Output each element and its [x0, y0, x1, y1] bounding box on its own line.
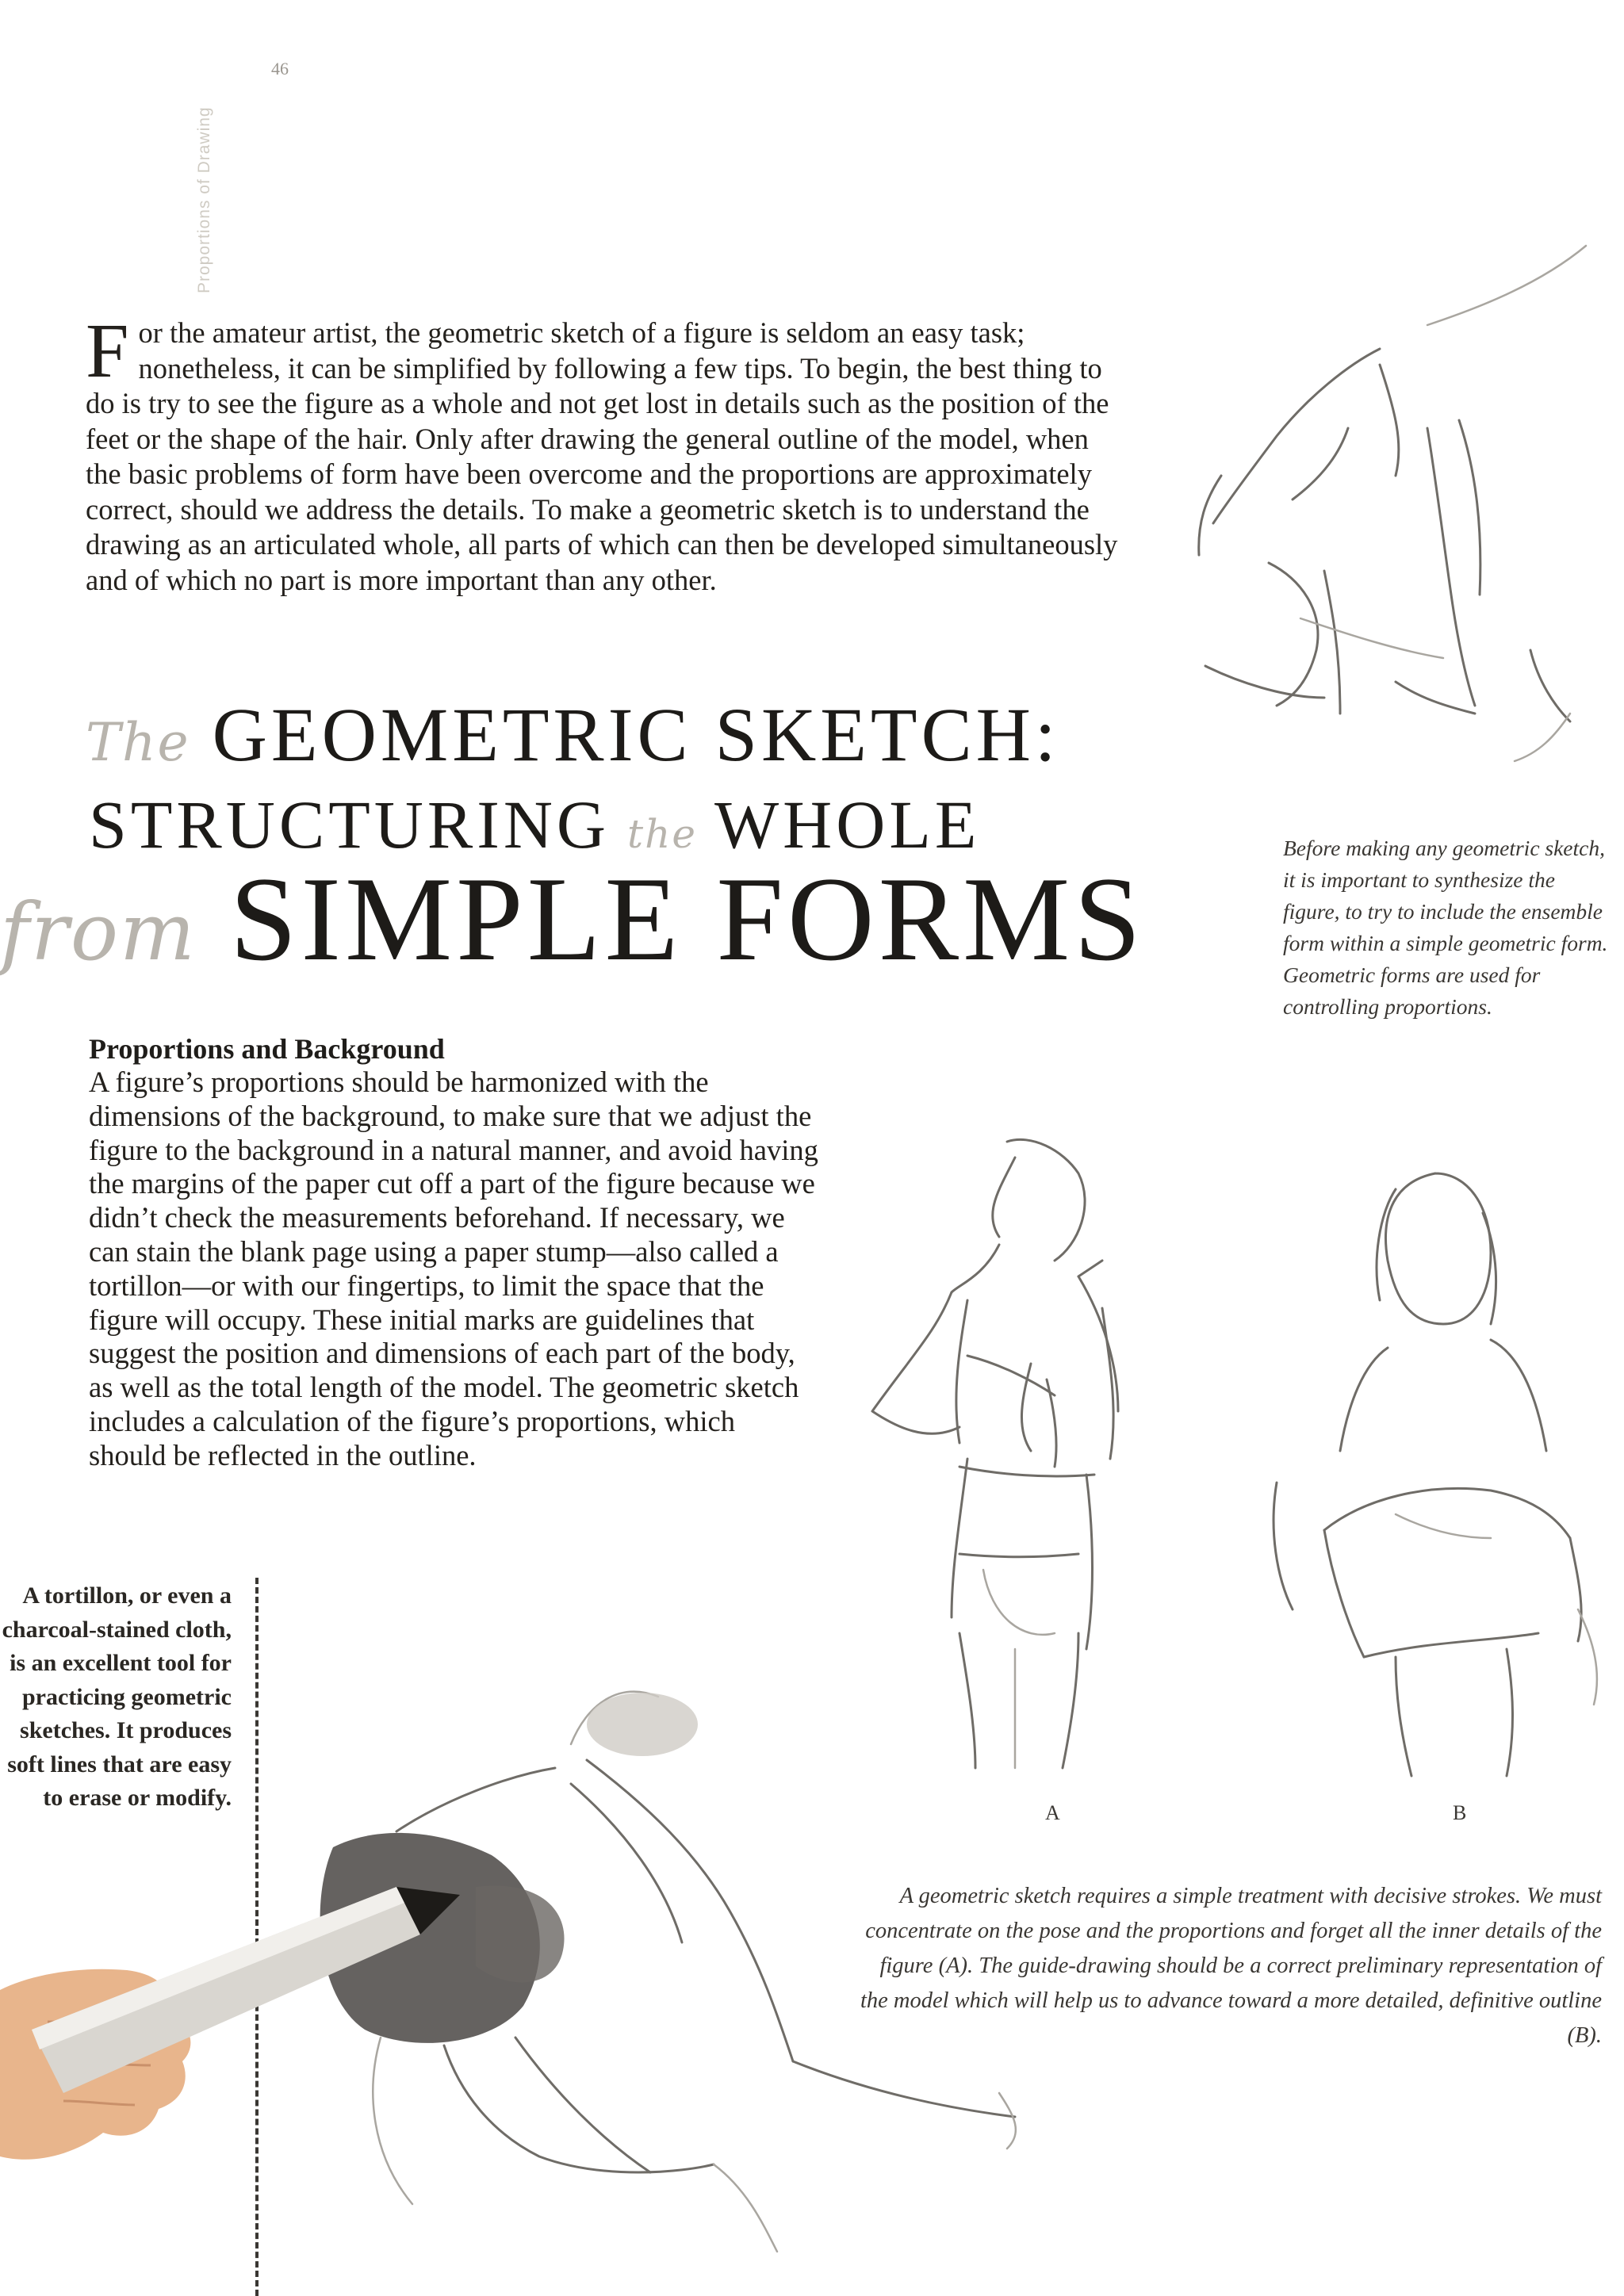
title-script-from: from	[0, 886, 197, 978]
title-line-3	[0, 851, 1145, 1000]
intro-paragraph	[86, 308, 1124, 598]
title-script-the-2: the	[627, 811, 697, 857]
bending-figure-sketch	[1142, 238, 1618, 777]
drop-cap: F	[86, 308, 129, 394]
title-caps-geometric-sketch: GEOMETRIC SKETCH:	[212, 692, 1060, 777]
section-body: A figure’s proportions should be harmonized with the dimensions of the background, to make sure that we adjust the figure to the background in a natural manner, and avoid having the margins of the paper cut off a part of the figure because we didn’t check the measurements beforehand. If necessary, we can stain the blank page using a paper stump—also called a tortillon—or with our fingertips, to limit the space that the figure will occupy. These initial marks are guidelines that suggest the position and dimensions of each part of the body, as well as the total length of the model. The geometric sketch includes a calculation of the figure’s proportions, which should be reflected in the outline.	[89, 1066, 818, 1471]
figure-sketch-b	[1253, 1165, 1618, 1784]
intro-text: or the amateur artist, the geometric sketch of a figure is seldom an easy task; nonetheless, it can be simplified by following a few tips. To begin, the best thing to do is try to see the figure as a whole and not get lost in details such as the position of the feet or the shape of the hair. Only after drawing the general outline of the model, when the basic problems of form have been overcome and the proportions are approximately correct, should we address the details. To make a geometric sketch is to understand the drawing as an articulated whole, all parts of which can then be developed simultaneously and of which no part is more important than any other.	[86, 316, 1118, 596]
tool-caption: A tortillon, or even a charcoal-stained cloth, is an excellent tool for practicing geometric sketches. It produces soft lines that are easy to erase or modify.	[2, 1582, 232, 1811]
title-caps-structuring: STRUCTURING	[89, 786, 611, 863]
title-caps-simple-forms: SIMPLE FORMS	[229, 852, 1145, 985]
title-script-the: The	[86, 712, 190, 773]
title-caps-whole: WHOLE	[714, 786, 981, 863]
running-head: Proportions of Drawing	[195, 106, 213, 293]
side-note: Before making any geometric sketch, it is important to synthesize the figure, to try to include the ensemble form within a simple geometric form. Geometric forms are used for controlling proportions.	[1283, 836, 1608, 1019]
figure-caption: A geometric sketch requires a simple treatment with decisive strokes. We must concentrate on the pose and the proportions and forget all the inner details of the figure (A). The guide-drawing should be a correct preliminary representation of the model which will help us to advance toward a more detailed, definitive outline (B).	[860, 1884, 1602, 2048]
figure-label-a: A	[1045, 1801, 1060, 1824]
figure-label-b: B	[1453, 1801, 1467, 1824]
section-heading: Proportions and Background	[89, 1033, 445, 1065]
page-number: 46	[271, 59, 289, 78]
title-line-1	[86, 691, 1060, 786]
